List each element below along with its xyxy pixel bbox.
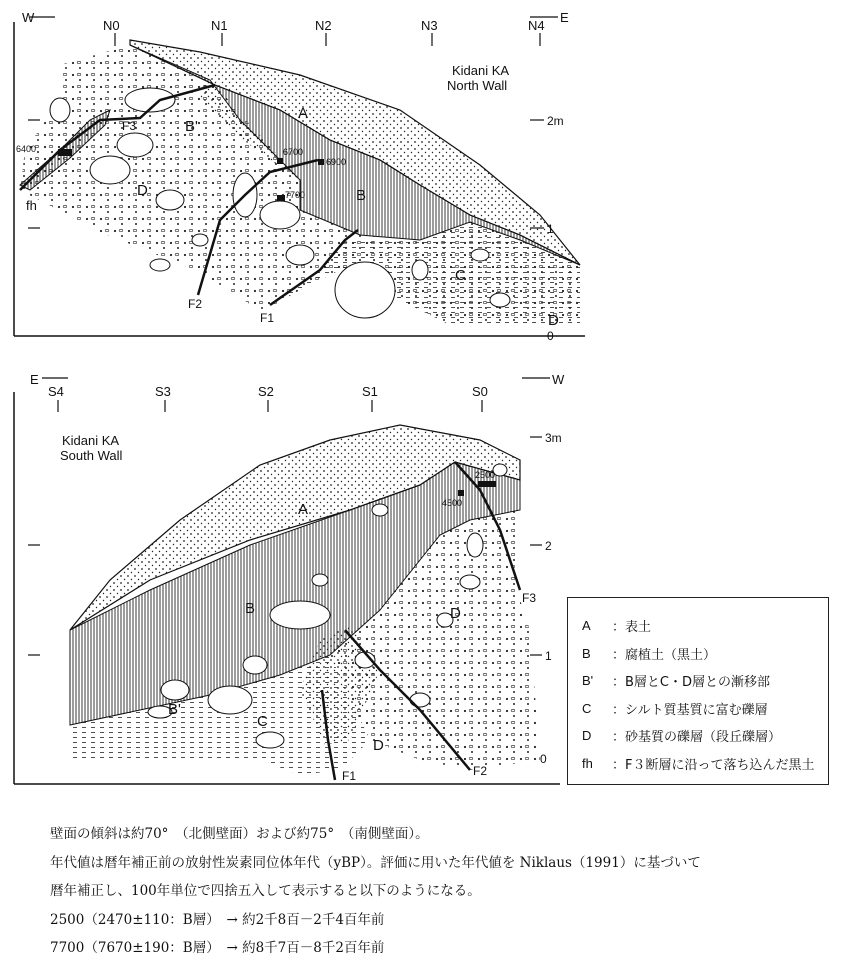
legend-row-b	[582, 640, 828, 668]
note-line: 7700（7670±190：B層） → 約8千7百－8千2百年前	[50, 940, 385, 956]
station-n2: N2	[315, 18, 332, 33]
station-s1: S1	[362, 384, 378, 399]
north-label-b-prime: B'	[185, 118, 198, 135]
north-label-d2: D	[548, 312, 559, 329]
north-wall-panel	[14, 10, 585, 343]
station-s2: S2	[258, 384, 274, 399]
legend-row-c	[582, 695, 828, 723]
station-n3: N3	[421, 18, 438, 33]
south-scale-2: 2	[545, 539, 552, 553]
legend-row-a	[582, 612, 828, 640]
north-label-a: A	[298, 105, 309, 122]
date-2500: 2500	[475, 470, 496, 480]
south-wall-panel	[14, 372, 565, 784]
south-title-1: Kidani KA	[62, 433, 120, 448]
north-title-2: North Wall	[447, 78, 508, 93]
south-label-c: C	[257, 713, 268, 730]
north-scale-1: 1	[547, 222, 554, 236]
north-fault-f2: F2	[188, 297, 203, 311]
legend-key: C	[582, 700, 592, 716]
note-line: 年代値は暦年補正前の放射性炭素同位体年代（yBP）。評価に用いた年代値を Niklaus（1991）に基づいて	[50, 854, 701, 871]
note-line: 2500（2470±110：B層） → 約2千8百－2千4百年前	[50, 911, 385, 928]
south-scale-0: 0	[540, 752, 547, 766]
station-n1: N1	[211, 18, 228, 33]
north-scale-2m: 2m	[547, 114, 564, 128]
note-line: 暦年補正し、100年単位で四捨五入して表示すると以下のようになる。	[50, 883, 481, 899]
south-fault-f3: F3	[522, 591, 537, 605]
north-label-c: C	[455, 267, 466, 284]
south-east-label: E	[30, 372, 39, 387]
south-label-d: D	[373, 737, 384, 754]
south-label-a: A	[298, 501, 309, 518]
south-scale-3m: 3m	[545, 431, 562, 445]
station-s0: S0	[472, 384, 488, 399]
legend-desc: ：F３断層に沿って落ち込んだ黒土	[612, 757, 815, 773]
legend-desc: ：表土	[612, 620, 652, 636]
legend-key: B'	[582, 673, 594, 689]
north-scale-0: 0	[547, 329, 554, 343]
legend-desc: ：B層とC・D層との漸移部	[612, 675, 771, 691]
date-7700: 7700	[285, 190, 306, 200]
note-line: 壁面の傾斜は約70° （北側壁面）および約75° （南側壁面）。	[50, 826, 429, 842]
caption-notes	[50, 820, 701, 963]
south-scale-1: 1	[545, 649, 552, 663]
legend-key: fh	[582, 755, 593, 771]
date-6400: 6400	[16, 144, 37, 154]
legend-desc: ：シルト質基質に富む礫層	[612, 702, 768, 718]
station-n0: N0	[103, 18, 120, 33]
north-east-label: E	[560, 10, 569, 25]
north-label-fh: fh	[26, 198, 37, 213]
south-label-b: B	[245, 600, 256, 617]
south-label-d2: D	[450, 605, 461, 622]
north-title-1: Kidani KA	[452, 63, 510, 78]
legend-key: B	[582, 645, 591, 661]
north-fault-f3: F3	[122, 119, 137, 133]
station-s4: S4	[48, 384, 64, 399]
station-s3: S3	[155, 384, 171, 399]
south-title-2: South Wall	[60, 448, 123, 463]
south-label-b-prime: B'	[168, 701, 181, 718]
north-label-d: D	[137, 182, 148, 199]
north-label-b: B	[356, 187, 367, 204]
south-fault-f2: F2	[473, 764, 488, 778]
legend-desc: ：砂基質の礫層（段丘礫層）	[612, 730, 782, 746]
legend-row-d	[582, 722, 828, 750]
date-4500: 4500	[442, 498, 463, 508]
north-fault-f1: F1	[260, 311, 275, 325]
legend-box	[567, 597, 829, 785]
legend-desc: ：腐植土（黒土）	[612, 647, 717, 663]
station-n4: N4	[528, 18, 545, 33]
legend-row-fh	[582, 750, 828, 778]
legend-key: D	[582, 728, 592, 744]
date-6700: 6700	[283, 147, 304, 157]
north-west-label: W	[22, 10, 35, 25]
south-fault-f1: F1	[342, 769, 357, 783]
legend-row-b-prime	[582, 667, 828, 695]
south-west-label: W	[552, 372, 565, 387]
legend-key: A	[582, 618, 591, 634]
date-6900: 6900	[326, 157, 347, 167]
